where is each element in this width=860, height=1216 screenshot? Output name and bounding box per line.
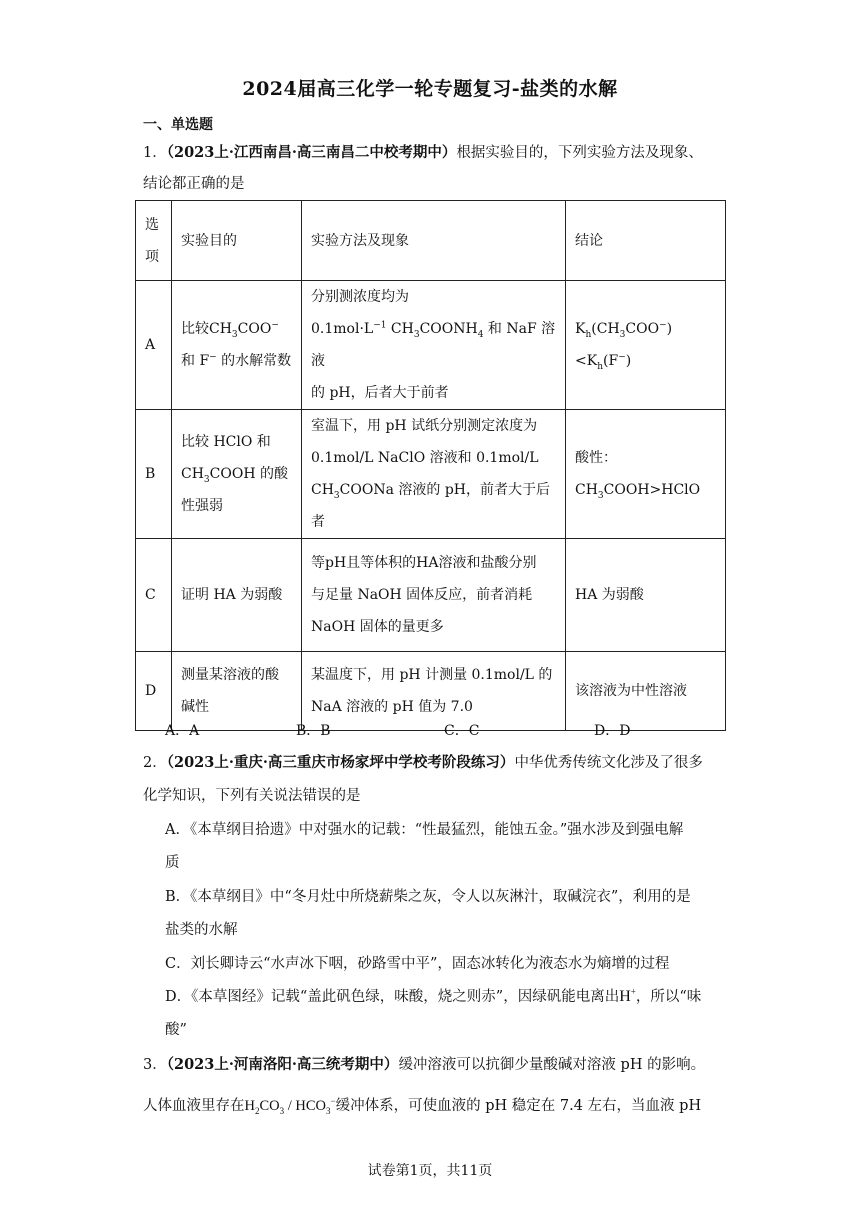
option-d[interactable]: D．《本草图经》记载“盖此矾色绿，味酸，烧之则赤”，因绿矾能电离出H+，所以“味: [165, 986, 702, 1005]
conclusion-cell: 酸性： $CH_3COOH>HClO$: [566, 410, 726, 539]
header-cell-purpose: 实验目的: [172, 201, 302, 281]
question-2-stem: 2．（2023上·重庆·高三重庆市杨家坪中学校考阶段练习）中华优秀传统文化涉及了很多: [143, 754, 703, 771]
option-c[interactable]: C．C: [444, 723, 480, 739]
option-a[interactable]: A．A: [165, 723, 200, 739]
experiment-table: [135, 200, 726, 731]
header-cell-option: 选 项: [136, 201, 172, 281]
option-cell: B: [136, 410, 172, 539]
option-a[interactable]: A．《本草纲目拾遗》中对强水的记载：“性最猛烈，能蚀五金。”强水涉及到强电解: [165, 822, 684, 838]
table-row: [136, 281, 726, 410]
question-2-stem-cont: 化学知识，下列有关说法错误的是: [143, 788, 361, 804]
section-heading: 一、单选题: [143, 117, 213, 133]
purpose-cell: 比较 HClO 和 $CH_3COOH$ 的酸 性强弱: [172, 410, 302, 539]
purpose-cell: 测量某溶液的酸 碱性: [172, 652, 302, 731]
option-a-cont: 质: [165, 855, 180, 871]
table-header-row: [136, 201, 726, 281]
option-c[interactable]: C．刘长卿诗云“水声冰下咽，砂路雪中平”，固态冰转化为液态水为熵增的过程: [165, 956, 670, 972]
option-b[interactable]: B．B: [296, 723, 331, 739]
purpose-cell: 证明 HA 为弱酸: [172, 539, 302, 652]
question-number: 1．: [143, 145, 167, 161]
question-number: 2．: [143, 755, 167, 771]
hydrogen-ion: H+: [619, 986, 636, 1005]
question-3-stem-cont: 人体血液里存在$H_2CO_3 / HCO_3^-$缓冲体系，可使血液的 pH 稳定在 7.4 左右，当血液 pH: [143, 1096, 702, 1116]
header-cell-method: 实验方法及现象: [302, 201, 566, 281]
header-cell-conclusion: 结论: [566, 201, 726, 281]
method-cell: 分别测浓度均为 $0.1mol\cdot L^{-1}$ $CH_3COONH_4$ 和 NaF 溶液 的 pH，后者大于前者: [302, 281, 566, 410]
option-cell: D: [136, 652, 172, 731]
table-row: [136, 652, 726, 731]
page-title: 2024届高三化学一轮专题复习-盐类的水解: [242, 78, 618, 100]
page-footer: 试卷第1页，共11页: [367, 1163, 493, 1179]
question-number: 3．: [143, 1057, 167, 1073]
method-cell: 等pH且等体积的HA溶液和盐酸分别 与足量 NaOH 固体反应，前者消耗 NaOH 固体的量更多: [302, 539, 566, 652]
question-source: （2023上·河南洛阳·高三统考期中）: [166, 1056, 399, 1073]
option-b[interactable]: B．《本草纲目》中“冬月灶中所烧薪柴之灰，令人以灰淋汁，取碱浣衣”，利用的是: [165, 889, 691, 905]
buffer-formula: $H_2CO_3 / HCO_3^-$: [244, 1096, 336, 1116]
option-b-cont: 盐类的水解: [165, 922, 238, 938]
purpose-cell: 比较$CH_3COO^-$ 和 F− 的水解常数: [172, 281, 302, 410]
question-1-stem-cont: 结论都正确的是: [143, 176, 245, 192]
question-source: （2023上·重庆·高三重庆市杨家坪中学校考阶段练习）: [166, 754, 515, 771]
method-cell: 某温度下，用 pH 计测量 0.1mol/L 的 NaA 溶液的 pH 值为 7.0: [302, 652, 566, 731]
option-cell: C: [136, 539, 172, 652]
table-row: [136, 539, 726, 652]
table-row: [136, 410, 726, 539]
option-cell: A: [136, 281, 172, 410]
method-cell: 室温下，用 pH 试纸分别测定浓度为 0.1mol/L NaClO 溶液和 0.1mol/L $CH_3COONa$ 溶液的 pH，前者大于后者: [302, 410, 566, 539]
conclusion-cell: $K_h(CH_3COO^-)<K_h(F^-)$: [566, 281, 726, 410]
question-source: （2023上·江西南昌·高三南昌二中校考期中）: [166, 144, 457, 161]
option-d[interactable]: D．D: [594, 723, 631, 739]
option-d-cont: 酸”: [165, 1022, 187, 1038]
question-1-stem: 1．（2023上·江西南昌·高三南昌二中校考期中）根据实验目的，下列实验方法及现象、: [143, 144, 703, 161]
conclusion-cell: 该溶液为中性溶液: [566, 652, 726, 731]
conclusion-cell: HA 为弱酸: [566, 539, 726, 652]
question-3-stem: 3．（2023上·河南洛阳·高三统考期中）缓冲溶液可以抗御少量酸碱对溶液 pH 的影响。: [143, 1056, 706, 1073]
